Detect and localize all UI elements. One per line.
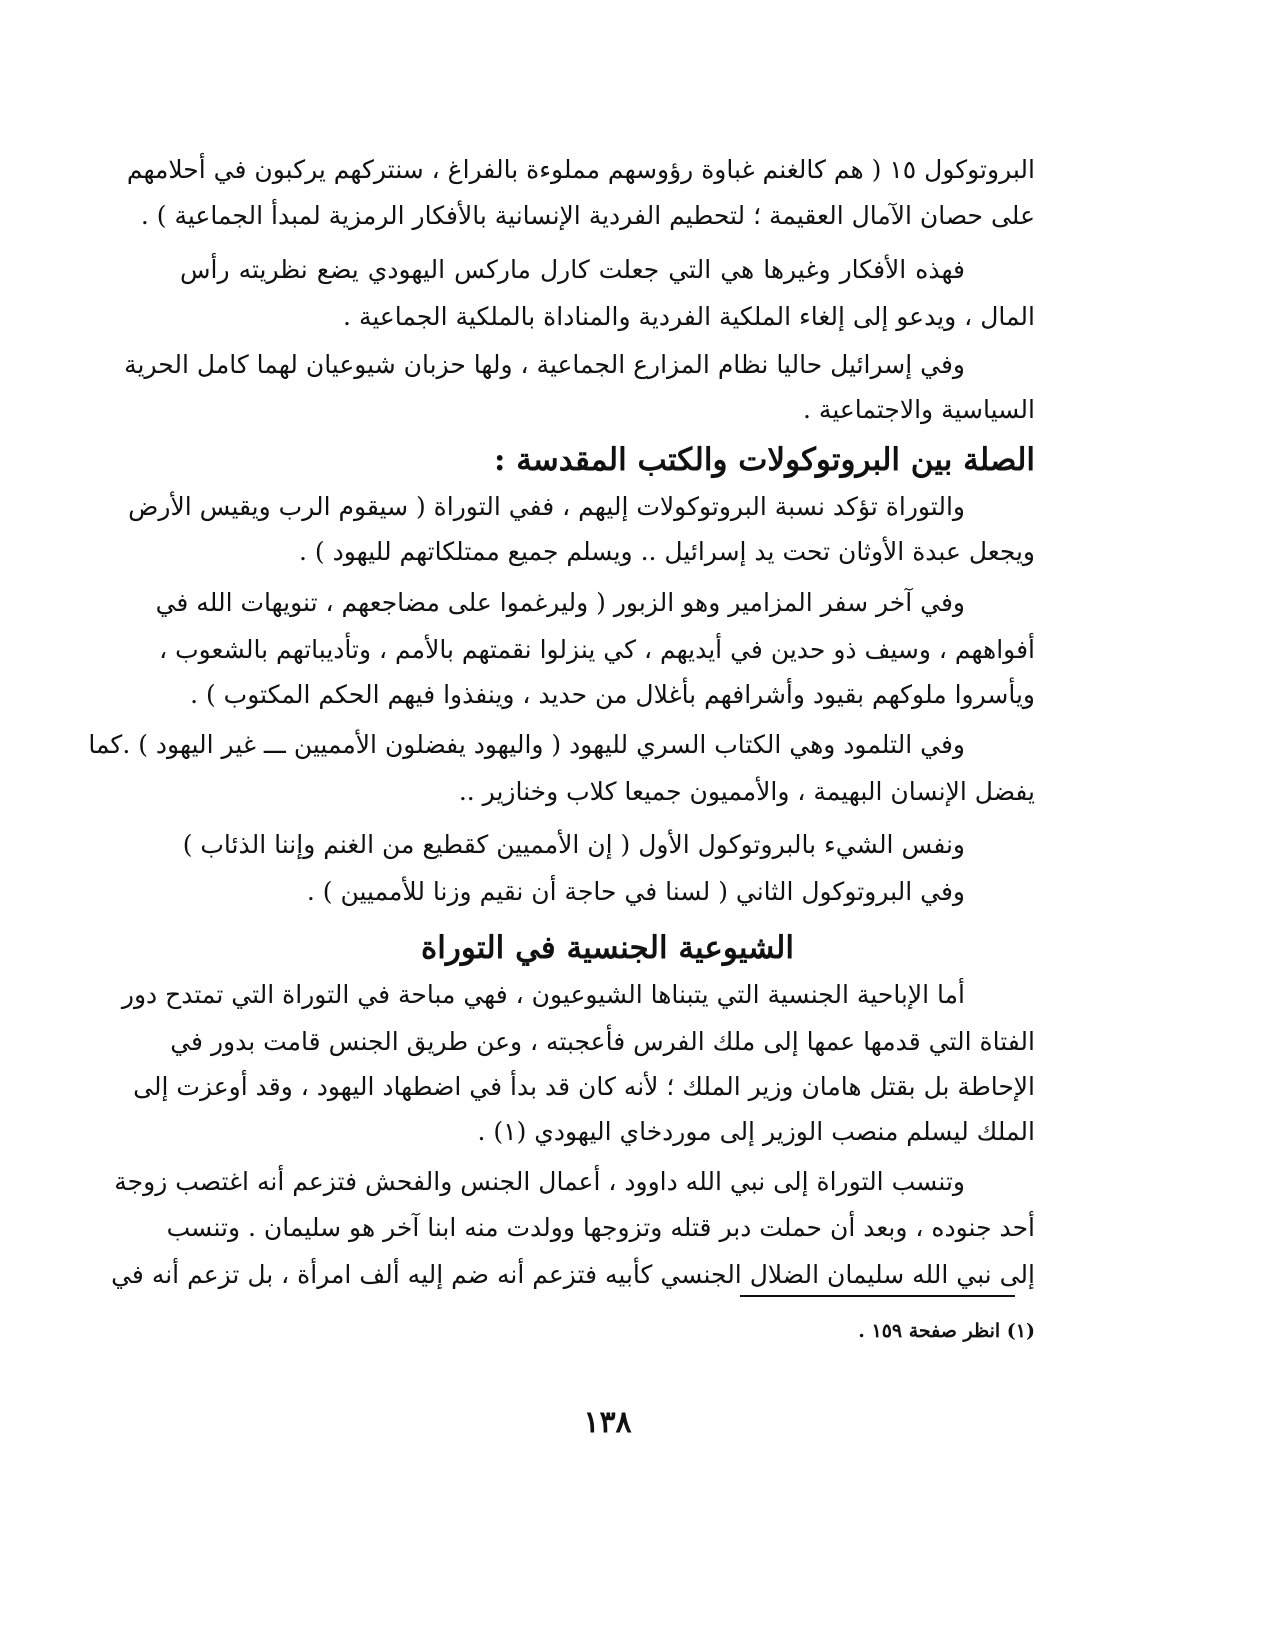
text-line: ويجعل عبدة الأوثان تحت يد إسرائيل .. ويسلم جميع ممتلكاتهم لليهود ) . xyxy=(298,537,1035,566)
document-page xyxy=(88,130,1035,1630)
text-line: الإحاطة بل بقتل هامان وزير الملك ؛ لأنه كان قد بدأ في اضطهاد اليهود ، وقد أوعزت إلى xyxy=(133,1072,1035,1101)
text-line: الفتاة التي قدمها عمها إلى ملك الفرس فأعجبته ، وعن طريق الجنس قامت بدور في xyxy=(170,1027,1035,1056)
text-line: ويأسروا ملوكهم بقيود وأشرافهم بأغلال من حديد ، وينفذوا فيهم الحكم المكتوب ) . xyxy=(190,680,1035,709)
text-line: إلى نبي الله سليمان الضلال الجنسي كأبيه فتزعم أنه ضم إليه ألف امرأة ، بل تزعم أنه في xyxy=(111,1260,1035,1289)
text-line: السياسية والاجتماعية . xyxy=(803,395,1035,424)
text-line: والتوراة تؤكد نسبة البروتوكولات إليهم ، ففي التوراة ( سيقوم الرب ويقيس الأرض xyxy=(128,492,965,521)
text-line: ونفس الشيء بالبروتوكول الأول ( إن الأمميين كقطيع من الغنم وإننا الذئاب ) xyxy=(182,830,965,859)
section-heading: الشيوعية الجنسية في التوراة xyxy=(421,930,794,966)
text-line: وفي البروتوكول الثاني ( لسنا في حاجة أن نقيم وزنا للأمميين ) . xyxy=(306,877,965,906)
footnote-rule xyxy=(740,1295,1015,1297)
footnote: (١) انظر صفحة ١٥٩ . xyxy=(858,1320,1035,1342)
text-line: الملك ليسلم منصب الوزير إلى موردخاي اليهودي (١) . xyxy=(477,1117,1035,1146)
page-number: ١٣٨ xyxy=(583,1405,632,1440)
text-line: وفي التلمود وهي الكتاب السري لليهود ( واليهود يفضلون الأمميين ـــ غير اليهود ) .كما xyxy=(88,730,965,759)
text-line: البروتوكول ١٥ ( هم كالغنم غباوة رؤوسهم مملوءة بالفراغ ، سنتركهم يركبون في أحلامهم xyxy=(126,155,1035,184)
text-line: وفي آخر سفر المزامير وهو الزبور ( وليرغموا على مضاجعهم ، تنويهات الله في xyxy=(155,588,965,617)
text-line: على حصان الآمال العقيمة ؛ لتحطيم الفردية الإنسانية بالأفكار الرمزية لمبدأ الجماعية ) . xyxy=(140,201,1035,230)
text-line: أما الإباحية الجنسية التي يتبناها الشيوعيون ، فهي مباحة في التوراة التي تمتدح دور xyxy=(121,980,965,1009)
text-line: وتنسب التوراة إلى نبي الله داوود ، أعمال الجنس والفحش فتزعم أنه اغتصب زوجة xyxy=(114,1167,965,1196)
text-line: أحد جنوده ، وبعد أن حملت دبر قتله وتزوجها وولدت منه ابنا آخر هو سليمان . وتنسب xyxy=(166,1213,1035,1242)
text-line: يفضل الإنسان البهيمة ، والأمميون جميعا كلاب وخنازير .. xyxy=(458,777,1035,806)
text-line: وفي إسرائيل حاليا نظام المزارع الجماعية ، ولها حزبان شيوعيان لهما كامل الحرية xyxy=(124,350,965,379)
text-line: المال ، ويدعو إلى إلغاء الملكية الفردية والمناداة بالملكية الجماعية . xyxy=(343,302,1035,331)
section-heading: الصلة بين البروتوكولات والكتب المقدسة : xyxy=(493,442,1035,478)
text-line: فهذه الأفكار وغيرها هي التي جعلت كارل ماركس اليهودي يضع نظريته رأس xyxy=(180,255,965,284)
text-line: أفواههم ، وسيف ذو حدين في أيديهم ، كي ينزلوا نقمتهم بالأمم ، وتأديباتهم بالشعوب ، xyxy=(159,635,1035,664)
